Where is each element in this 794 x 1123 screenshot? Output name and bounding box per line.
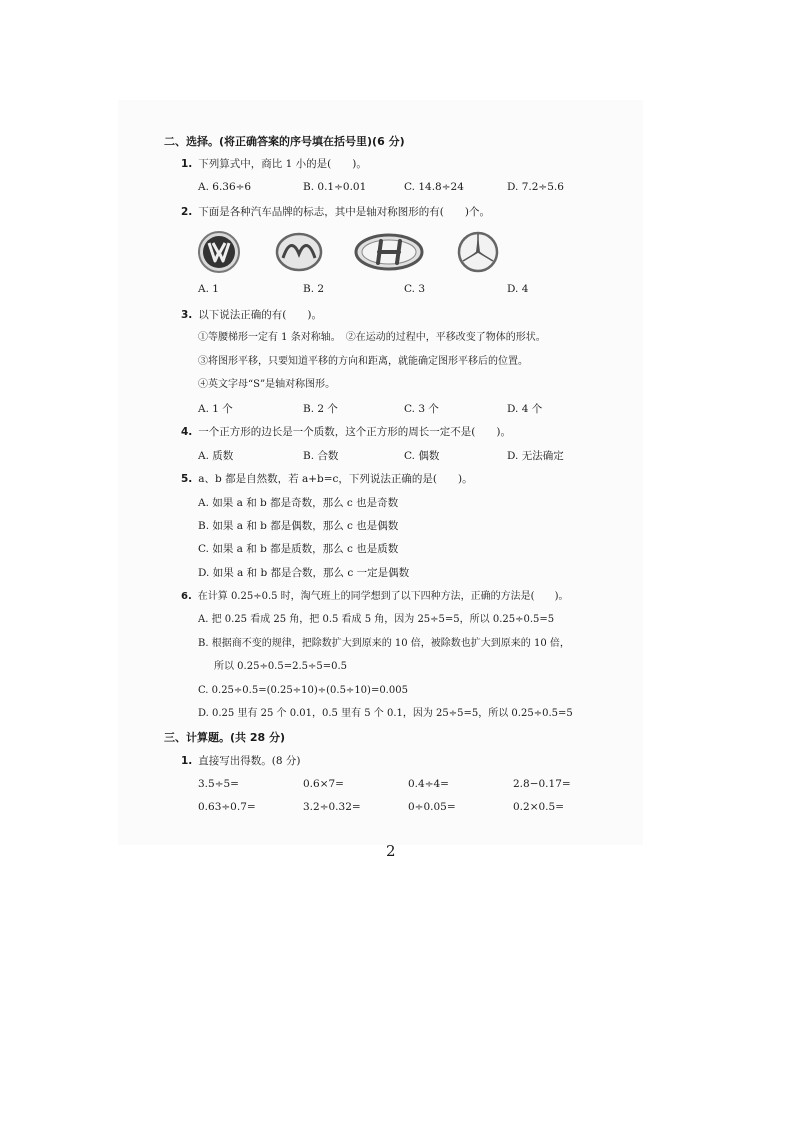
question-number: 2. — [181, 206, 193, 218]
calc-item: 0÷0.05= — [408, 801, 456, 813]
question-number: 5. — [181, 473, 193, 485]
question-text: 一个正方形的边长是一个质数，这个正方形的周长一定不是( )。 — [198, 426, 511, 438]
option-a: A. 1 — [198, 283, 219, 295]
question-text: 直接写出得数。(8 分) — [198, 755, 301, 767]
option-b: B. 2 — [303, 283, 325, 295]
question-number: 1. — [181, 158, 193, 170]
question-number: 6. — [181, 591, 192, 602]
question-4 — [181, 425, 511, 439]
option-c: C. 14.8÷24 — [404, 181, 464, 193]
option-d: D. 4 个 — [507, 403, 543, 415]
calc-item: 0.4÷4= — [408, 778, 449, 790]
question-text: 下面是各种汽车品牌的标志，其中是轴对称图形的有( )个。 — [198, 206, 490, 218]
statement-1-2: ①等腰梯形一定有 1 条对称轴。 ②在运动的过程中，平移改变了物体的形状。 — [198, 332, 546, 343]
option-a: A. 质数 — [198, 450, 234, 462]
calc-item: 0.6×7= — [303, 778, 344, 790]
option-c: C. 3 个 — [404, 403, 439, 415]
option-c: C. 偶数 — [404, 450, 440, 462]
question-text: 在计算 0.25÷0.5 时，淘气班上的同学想到了以下四种方法，正确的方法是( )。 — [197, 591, 569, 602]
option-b: B. 0.1÷0.01 — [303, 181, 367, 193]
option-a: A. 6.36÷6 — [198, 181, 252, 193]
question-1 — [181, 157, 367, 171]
option-d: D. 无法确定 — [507, 450, 564, 462]
question-6 — [181, 590, 568, 604]
mercedes-logo-icon — [456, 230, 500, 274]
question-number: 4. — [181, 426, 193, 438]
calc-item: 3.2÷0.32= — [303, 801, 361, 813]
option-b: B. 如果 a 和 b 都是偶数，那么 c 也是偶数 — [198, 520, 399, 532]
question-text: a、b 都是自然数，若 a+b=c，下列说法正确的是( )。 — [198, 473, 473, 485]
question-2 — [181, 205, 490, 219]
question-number: 3. — [181, 309, 193, 321]
option-b: B. 2 个 — [303, 403, 338, 415]
option-a: A. 1 个 — [198, 403, 233, 415]
option-d: D. 4 — [507, 283, 529, 295]
volkswagen-logo-icon — [197, 230, 241, 274]
question-number: 1. — [181, 755, 193, 767]
question-5 — [181, 472, 473, 486]
question-text: 下列算式中，商比 1 小的是( )。 — [198, 158, 367, 170]
calc-item: 0.63÷0.7= — [198, 801, 256, 813]
option-b: B. 合数 — [303, 450, 339, 462]
calc-question-1 — [181, 754, 301, 768]
option-a: A. 把 0.25 看成 25 角，把 0.5 看成 5 角，因为 25÷5=5，所以 0.25÷0.5=5 — [198, 614, 555, 625]
page-number: 2 — [386, 842, 396, 860]
question-text: 以下说法正确的有( )。 — [198, 309, 322, 321]
statement-3: ③将图形平移，只要知道平移的方向和距离，就能确定图形平移后的位置。 — [198, 356, 528, 367]
calc-item: 2.8−0.17= — [513, 778, 571, 790]
section-title: 三、计算题。(共 28 分) — [164, 731, 286, 744]
calc-item: 3.5÷5= — [198, 778, 239, 790]
option-a: A. 如果 a 和 b 都是奇数，那么 c 也是奇数 — [198, 497, 399, 509]
option-d: D. 如果 a 和 b 都是合数，那么 c 一定是偶数 — [198, 567, 410, 579]
option-d: D. 0.25 里有 25 个 0.01，0.5 里有 5 个 0.1，因为 25÷5=5，所以 0.25÷0.5=5 — [198, 708, 573, 719]
option-c: C. 3 — [404, 283, 426, 295]
option-d: D. 7.2÷5.6 — [507, 181, 564, 193]
option-c: C. 如果 a 和 b 都是质数，那么 c 也是质数 — [198, 543, 399, 555]
section-title: 二、选择。(将正确答案的序号填在括号里)(6 分) — [164, 135, 405, 148]
statement-4: ④英文字母“S”是轴对称图形。 — [198, 379, 336, 390]
option-c: C. 0.25÷0.5=(0.25÷10)÷(0.5÷10)=0.005 — [198, 685, 408, 696]
option-b-continued: 所以 0.25÷0.5=2.5÷5=0.5 — [214, 661, 348, 672]
hyundai-logo-icon — [354, 233, 424, 271]
question-3 — [181, 308, 322, 322]
calc-item: 0.2×0.5= — [513, 801, 564, 813]
option-b: B. 根据商不变的规律，把除数扩大到原来的 10 倍，被除数也扩大到原来的 10 倍， — [198, 638, 570, 649]
mazda-logo-icon — [275, 232, 323, 272]
